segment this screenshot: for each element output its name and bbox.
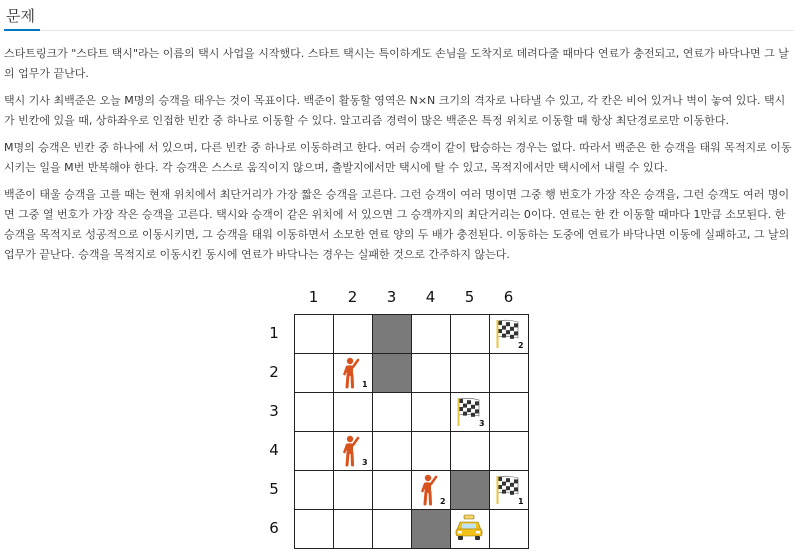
checkered-flag-icon: [455, 397, 481, 427]
wall-cell: [411, 509, 451, 549]
grid-cell: [372, 431, 412, 471]
grid-cell: [411, 470, 451, 510]
passenger-icon: [341, 435, 361, 467]
paragraph-4: 백준이 태울 승객을 고를 때는 현재 위치에서 최단거리가 가장 짧은 승객을 고른다. 그런 승객이 여러 명이면 그중 행 번호가 가장 작은 승객을, 그런 승객도 여러 명이면 그중 열 번호가 가장 작은 승객을 고른다. 택시와 승객이 같은 위치에 서 있으면 그 승객까지의 최단거리는 0이다. 연료는 한 칸 이동할 때마다 1만큼 소모된다. 한 승객을 목적지로 성공적으로 이동시키면, 그 승객을 태워 이동하면서 소모한 연료 양의 두 배가 충전된다. 이동하는 도중에 연료가 바닥나면 이동에 실패하고, 그 날의 업무가 끝난다. 승객을 목적지로 이동시킨 동시에 연료가 바닥나는 경우는 실패한 것으로 간주하지 않는다.: [4, 188, 790, 261]
grid-cell: [450, 353, 490, 393]
grid-cell: [294, 509, 334, 549]
passenger-number: 2: [440, 497, 446, 506]
row-label: 3: [269, 401, 279, 420]
passenger-number: 1: [362, 380, 368, 389]
problem-description: [4, 44, 792, 272]
grid-cell: [411, 353, 451, 393]
title-underline: [4, 29, 40, 31]
grid-cell: [450, 314, 490, 354]
grid-cell: [450, 431, 490, 471]
checkered-flag-icon: [494, 475, 520, 505]
wall-cell: [372, 314, 412, 354]
grid-cell: [411, 431, 451, 471]
column-label: 3: [386, 288, 397, 306]
grid-cell: [411, 314, 451, 354]
section-title: 문제: [6, 7, 35, 25]
destination-number: 3: [479, 419, 485, 428]
row-label: 6: [269, 518, 279, 537]
passenger-number: 3: [362, 458, 368, 467]
column-label: 1: [308, 288, 319, 306]
grid-cell: [489, 392, 529, 432]
grid-cell: [489, 314, 529, 354]
grid-cell: [372, 392, 412, 432]
grid-cell: [294, 353, 334, 393]
grid-cell: [333, 314, 373, 354]
grid-cell: [294, 470, 334, 510]
paragraph-1: 스타트링크가 "스타트 택시"라는 이름의 택시 사업을 시작했다. 스타트 택시는 특이하게도 손님을 도착지로 데려다줄 때마다 연료가 충전되고, 연료가 바닥나면 그 날의 업무가 끝난다.: [4, 47, 789, 80]
paragraph-3: M명의 승객은 빈칸 중 하나에 서 있으며, 다른 빈칸 중 하나로 이동하려고 한다. 여러 승객이 같이 탑승하는 경우는 없다. 따라서 백준은 한 승객을 태워 목적지로 이동시키는 일을 M번 반복해야 한다. 각 승객은 스스로 움직이지 않으며, 출발지에서만 택시에 탈 수 있고, 목적지에서만 택시에서 내릴 수 있다.: [4, 141, 792, 174]
grid-cell: [489, 470, 529, 510]
column-label: 2: [347, 288, 358, 306]
column-label: 4: [425, 288, 436, 306]
grid-cell: [333, 353, 373, 393]
row-label: 2: [269, 362, 279, 381]
grid-cell: [450, 509, 490, 549]
grid-cell: [372, 470, 412, 510]
grid-cell: [489, 431, 529, 471]
column-label: 6: [503, 288, 514, 306]
wall-cell: [450, 470, 490, 510]
column-label: 5: [464, 288, 475, 306]
grid-cell: [411, 392, 451, 432]
grid-cell: [489, 353, 529, 393]
grid-cell: [294, 314, 334, 354]
destination-number: 2: [518, 341, 524, 350]
grid-cell: [333, 509, 373, 549]
row-label: 1: [269, 323, 279, 342]
row-label: 5: [269, 479, 279, 498]
grid-cell: [450, 392, 490, 432]
passenger-icon: [419, 474, 439, 506]
grid-cell: [489, 509, 529, 549]
grid-cell: [294, 431, 334, 471]
checkered-flag-icon: [494, 319, 520, 349]
taxi-icon: [454, 514, 484, 542]
paragraph-2: 택시 기사 최백준은 오늘 M명의 승객을 태우는 것이 목표이다. 백준이 활동할 영역은 N×N 크기의 격자로 나타낼 수 있고, 각 칸은 비어 있거나 벽이 놓여 있다. 택시가 빈칸에 있을 때, 상하좌우로 인접한 빈칸 중 하나로 이동할 수 있다. 알고리즘 경력이 많은 백준은 특정 위치로 이동할 때 항상 최단경로로만 이동한다.: [4, 94, 786, 127]
header: [0, 0, 800, 34]
destination-number: 1: [518, 497, 524, 506]
grid-cell: [372, 509, 412, 549]
passenger-icon: [341, 357, 361, 389]
header-divider: [4, 30, 794, 31]
grid-cell: [294, 392, 334, 432]
row-label: 4: [269, 440, 279, 459]
grid-cell: [333, 431, 373, 471]
wall-cell: [372, 353, 412, 393]
grid-cell: [333, 470, 373, 510]
grid-cell: [333, 392, 373, 432]
